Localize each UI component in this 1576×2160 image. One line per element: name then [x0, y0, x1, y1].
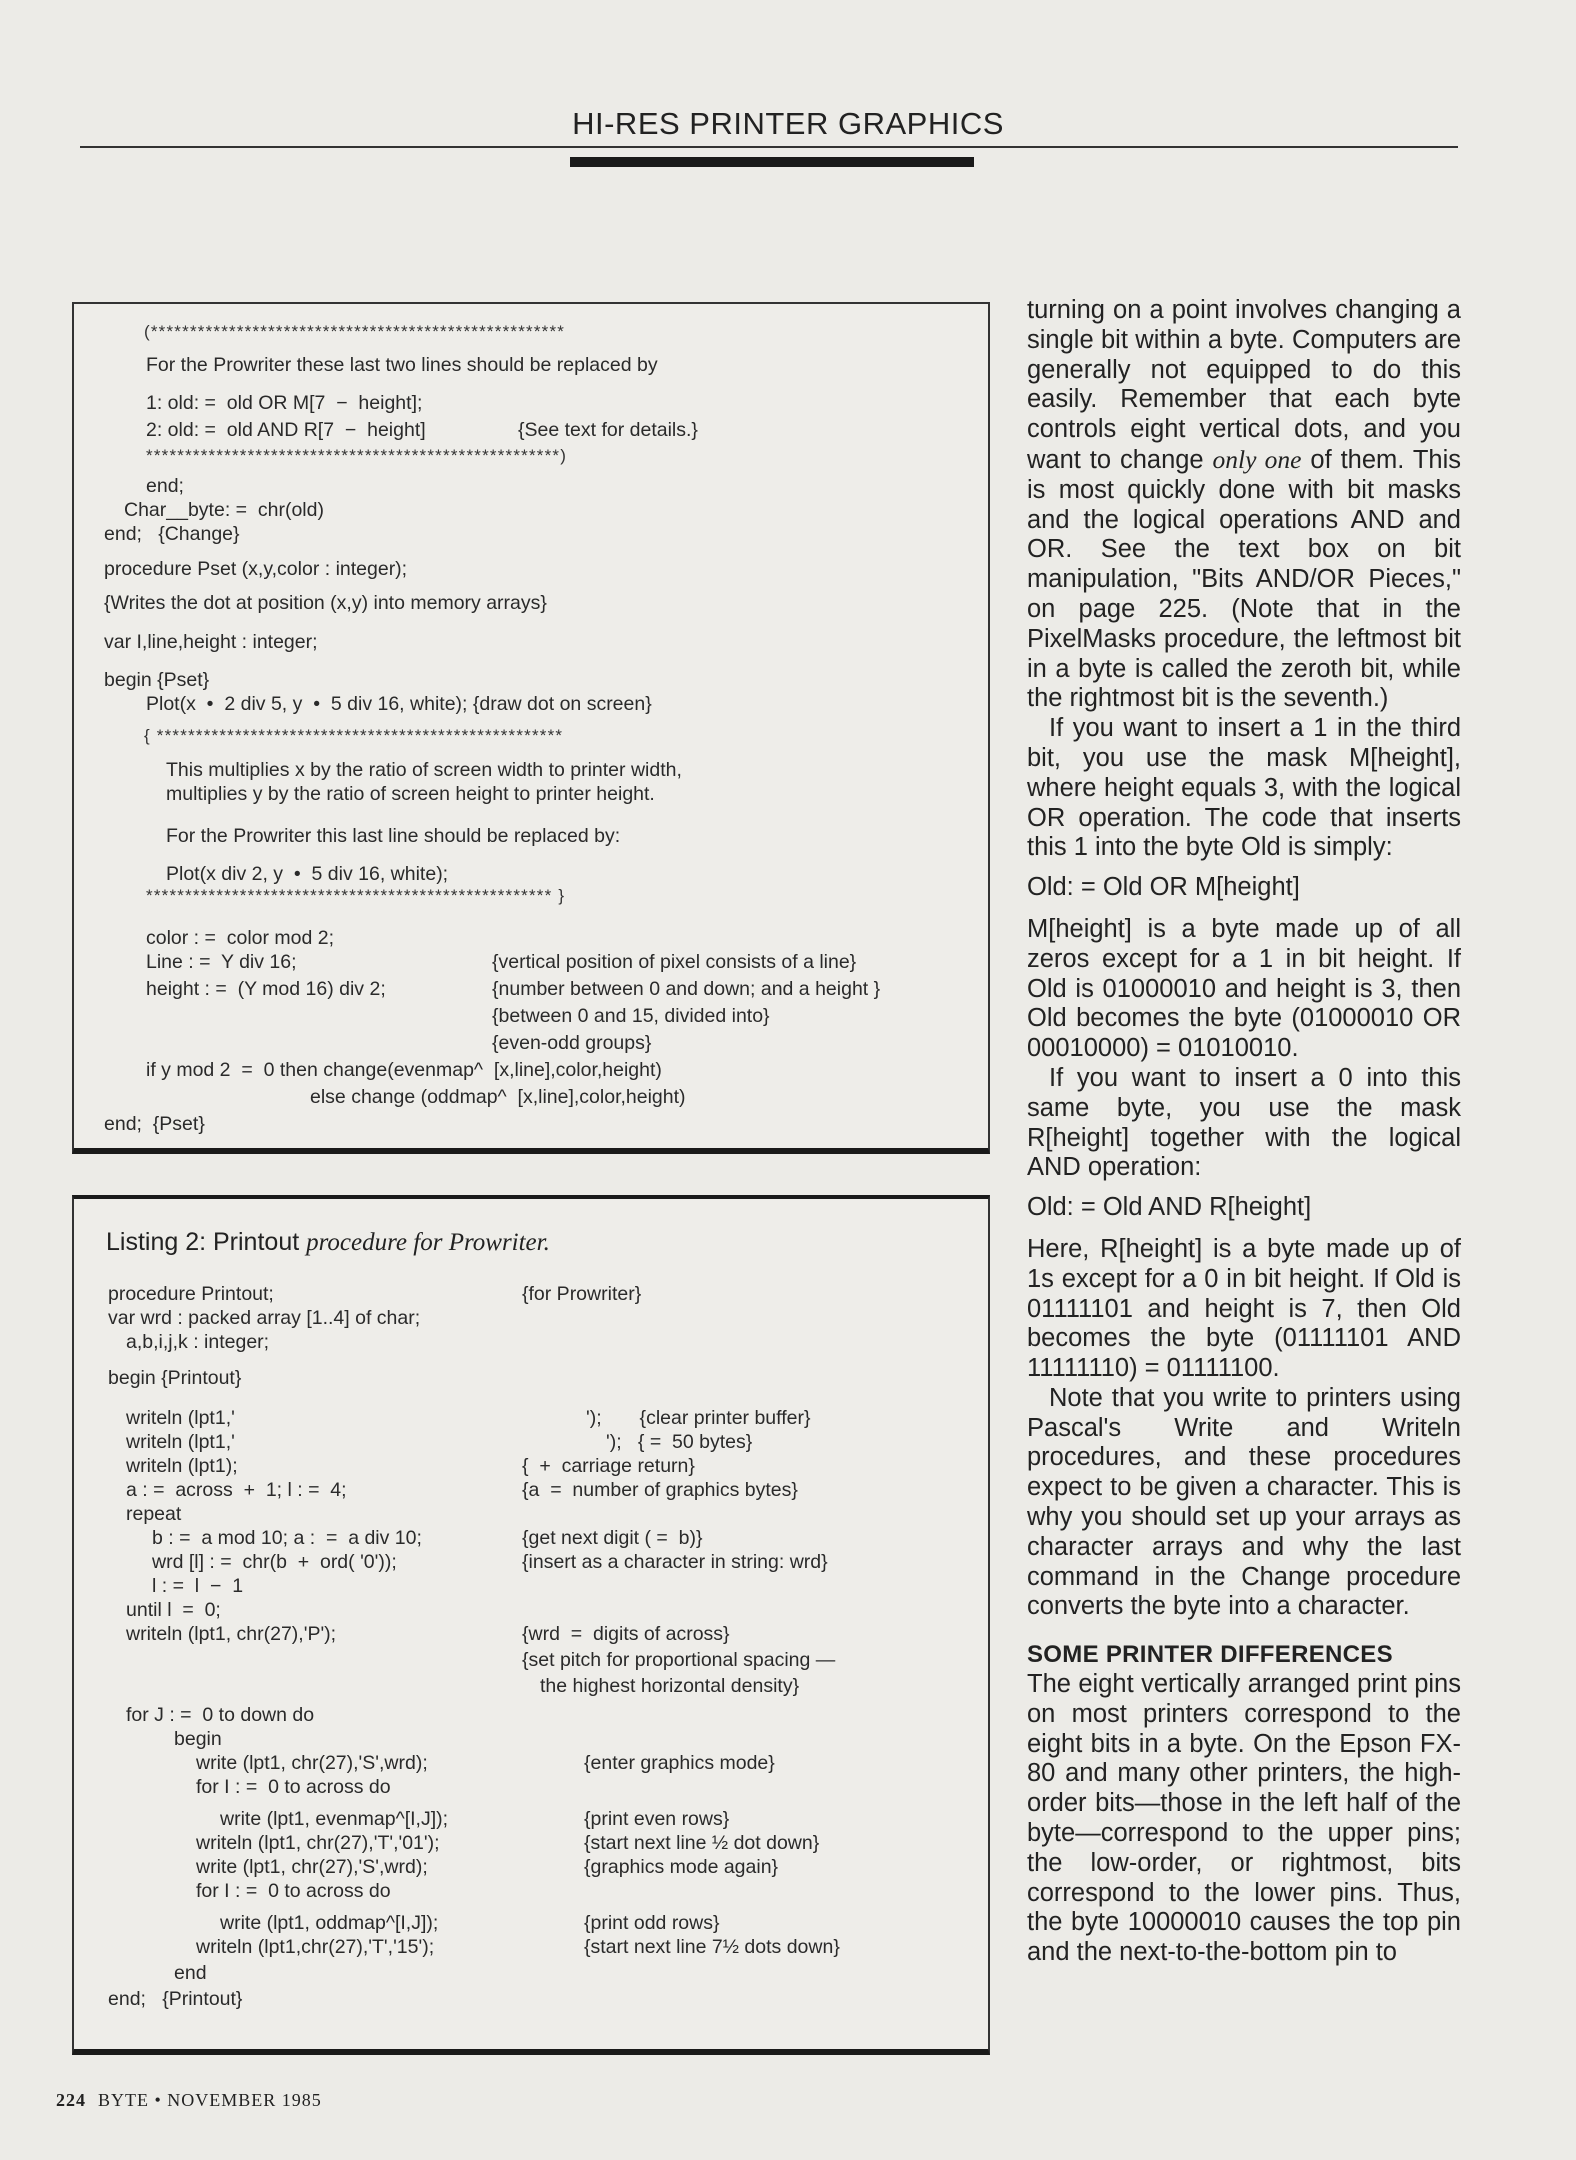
- listing1-stars-open2: { ****************************************************: [144, 726, 564, 745]
- code-line: var wrd : packed array [1..4] of char;: [108, 1307, 421, 1329]
- listing2-title-prefix: Listing 2: Printout: [106, 1228, 300, 1256]
- code-line: writeln (lpt1, chr(27),'P');: [126, 1623, 337, 1645]
- article-text: of them. This is most quickly done with bit masks and the logical operations AND and OR. See the text box on bit manipulation, "Bits AND/OR Pieces," on page 225. (Note that in the PixelMasks procedure, the leftmost bit in a byte is called the zeroth bit, while the rightmost bit is the seventh.): [1027, 445, 1461, 713]
- code-comment: {graphics mode again}: [584, 1856, 779, 1878]
- code-line: writeln (lpt1,': [126, 1407, 235, 1429]
- code-line: b : = a mod 10; a : = a div 10;: [152, 1527, 422, 1549]
- code-line: end; {Printout}: [108, 1988, 243, 2010]
- section-heading: SOME PRINTER DIFFERENCES: [1027, 1641, 1393, 1669]
- article-paragraph: The eight vertically arranged print pins on most printers correspond to the eight bits in a byte. On the Epson FX-80 and many other printers, the high-order bits—those in the left half of the byte—correspond to the upper pins; the low-order, or rightmost, bits correspond to the lower pins. Thus, the byte 10000010 causes the top pin and the next-to-the-bottom pin to: [1027, 1670, 1461, 1967]
- code-comment: {start next line 7½ dots down}: [584, 1936, 840, 1958]
- article-paragraph: If you want to insert a 1 in the third bit, you use the mask M[height], where height equals 3, with the logical OR operation. The code that inserts this 1 into the byte Old is simply:: [1027, 714, 1461, 862]
- code-line: 1: old: = old OR M[7 − height];: [146, 392, 423, 414]
- listing1-stars-close: *****************************************************): [146, 446, 568, 465]
- code-line: if y mod 2 = 0 then change(evenmap^ [x,line],color,height): [146, 1059, 662, 1081]
- code-line: until l = 0;: [126, 1599, 221, 1621]
- code-line: end;: [146, 475, 184, 497]
- code-line: end; {Pset}: [104, 1113, 205, 1135]
- listing2-title: [106, 1228, 550, 1257]
- code-comment: {print even rows}: [584, 1808, 730, 1830]
- code-line: multiplies y by the ratio of screen height to printer height.: [166, 783, 655, 805]
- article-paragraph: Here, R[height] is a byte made up of 1s except for a 0 in bit height. If Old is 01111101 and height is 7, then Old becomes the byte (01111101 AND 11111110) = 01111100.: [1027, 1234, 1461, 1383]
- listing1-stars-close2: **************************************************** }: [146, 886, 566, 905]
- code-line: Line : = Y div 16;: [146, 951, 297, 973]
- code-comment: the highest horizontal density}: [540, 1675, 800, 1697]
- code-comment: {for Prowriter}: [522, 1283, 642, 1305]
- article-paragraph: If you want to insert a 0 into this same byte, you use the mask R[height] together with the logical AND operation:: [1027, 1063, 1461, 1182]
- article-equation: Old: = Old AND R[height]: [1027, 1193, 1312, 1222]
- code-line: wrd [l] : = chr(b + ord( '0'));: [152, 1551, 397, 1573]
- code-line: write (lpt1, chr(27),'S',wrd);: [196, 1752, 428, 1774]
- code-line: end: [174, 1962, 207, 1984]
- code-comment: {between 0 and 15, divided into}: [492, 1005, 770, 1027]
- code-comment: { + carriage return}: [522, 1455, 695, 1477]
- code-comment: {start next line ½ dot down}: [584, 1832, 820, 1854]
- header-bar: [570, 157, 974, 167]
- code-comment: {enter graphics mode}: [584, 1752, 775, 1774]
- issue-label: BYTE • NOVEMBER 1985: [98, 2090, 322, 2110]
- code-line: writeln (lpt1, chr(27),'T','01');: [196, 1832, 440, 1854]
- code-line: for I : = 0 to across do: [196, 1880, 391, 1902]
- code-comment: {a = number of graphics bytes}: [522, 1479, 798, 1501]
- code-line: write (lpt1, evenmap^[I,J]);: [220, 1808, 449, 1830]
- code-line: repeat: [126, 1503, 182, 1525]
- code-line: for J : = 0 to down do: [126, 1704, 315, 1726]
- code-comment: {set pitch for proportional spacing —: [522, 1649, 836, 1671]
- code-line: For the Prowriter these last two lines should be replaced by: [146, 354, 658, 376]
- code-line: Char__byte: = chr(old): [124, 499, 324, 521]
- code-comment: {even-odd groups}: [492, 1032, 652, 1054]
- code-comment: {print odd rows}: [584, 1912, 720, 1934]
- code-line: write (lpt1, oddmap^[I,J]);: [220, 1912, 439, 1934]
- code-line: Plot(x div 2, y • 5 div 16, white);: [166, 863, 449, 885]
- code-line: l : = l − 1: [152, 1575, 244, 1597]
- code-line: For the Prowriter this last line should be replaced by:: [166, 825, 621, 847]
- code-line: end; {Change}: [104, 523, 240, 545]
- code-line: height : = (Y mod 16) div 2;: [146, 978, 386, 1000]
- code-line: for I : = 0 to across do: [196, 1776, 391, 1798]
- page-title: HI-RES PRINTER GRAPHICS: [572, 106, 1004, 141]
- code-line: {Writes the dot at position (x,y) into memory arrays}: [104, 592, 547, 614]
- article-equation: Old: = Old OR M[height]: [1027, 873, 1300, 902]
- code-line: a : = across + 1; l : = 4;: [126, 1479, 347, 1501]
- code-line: writeln (lpt1,': [126, 1431, 235, 1453]
- code-line: else change (oddmap^ [x,line],color,height): [310, 1086, 686, 1108]
- article-paragraph: [1027, 296, 1461, 714]
- code-line: 2: old: = old AND R[7 − height]: [146, 419, 426, 441]
- code-comment: {See text for details.}: [518, 419, 698, 441]
- code-line: var I,line,height : integer;: [104, 631, 318, 653]
- article-paragraph: Note that you write to printers using Pascal's Write and Writeln procedures, and these procedures expect to be given a character. This is why you should set up your arrays as character arrays and why the last command in the Change procedure converts the byte into a character.: [1027, 1383, 1461, 1621]
- listing1-stars-open: (*****************************************************: [144, 322, 566, 341]
- article-column: [1027, 296, 1461, 1968]
- code-line: writeln (lpt1,chr(27),'T','15');: [196, 1936, 435, 1958]
- code-line: procedure Pset (x,y,color : integer);: [104, 558, 408, 580]
- code-line: a,b,i,j,k : integer;: [126, 1331, 270, 1353]
- code-comment: '); { = 50 bytes}: [606, 1431, 753, 1453]
- article-paragraph: M[height] is a byte made up of all zeros except for a 1 in bit height. If Old is 01000010 and height is 3, then Old becomes the byte (01000010 OR 00010000) = 01010010.: [1027, 914, 1461, 1063]
- code-line: color : = color mod 2;: [146, 927, 335, 949]
- code-comment: {number between 0 and down; and a height }: [492, 978, 881, 1000]
- article-emphasis: only one: [1212, 444, 1302, 474]
- listing2-title-italic: procedure for Prowriter.: [306, 1229, 550, 1256]
- code-comment: {vertical position of pixel consists of a line}: [492, 951, 857, 973]
- code-line: write (lpt1, chr(27),'S',wrd);: [196, 1856, 428, 1878]
- article-text: turning on a point involves changing a single bit within a byte. Computers are generally not equipped to do this easily. Remember that each byte controls eight vertical dots, and you want to change: [1027, 296, 1461, 474]
- code-line: procedure Printout;: [108, 1283, 274, 1305]
- code-line: begin {Pset}: [104, 669, 210, 691]
- code-line: Plot(x • 2 div 5, y • 5 div 16, white); {draw dot on screen}: [146, 693, 652, 715]
- header-rule: [80, 146, 1458, 148]
- code-line: writeln (lpt1);: [126, 1455, 238, 1477]
- code-line: begin {Printout}: [108, 1367, 242, 1389]
- code-line: This multiplies x by the ratio of screen width to printer width,: [166, 759, 682, 781]
- page-footer: [56, 2090, 322, 2111]
- code-comment: {get next digit ( = b)}: [522, 1527, 703, 1549]
- code-comment: '); {clear printer buffer}: [586, 1407, 811, 1429]
- code-comment: {insert as a character in string: wrd}: [522, 1551, 828, 1573]
- page-number: 224: [56, 2090, 86, 2110]
- code-line: begin: [174, 1728, 222, 1750]
- code-comment: {wrd = digits of across}: [522, 1623, 730, 1645]
